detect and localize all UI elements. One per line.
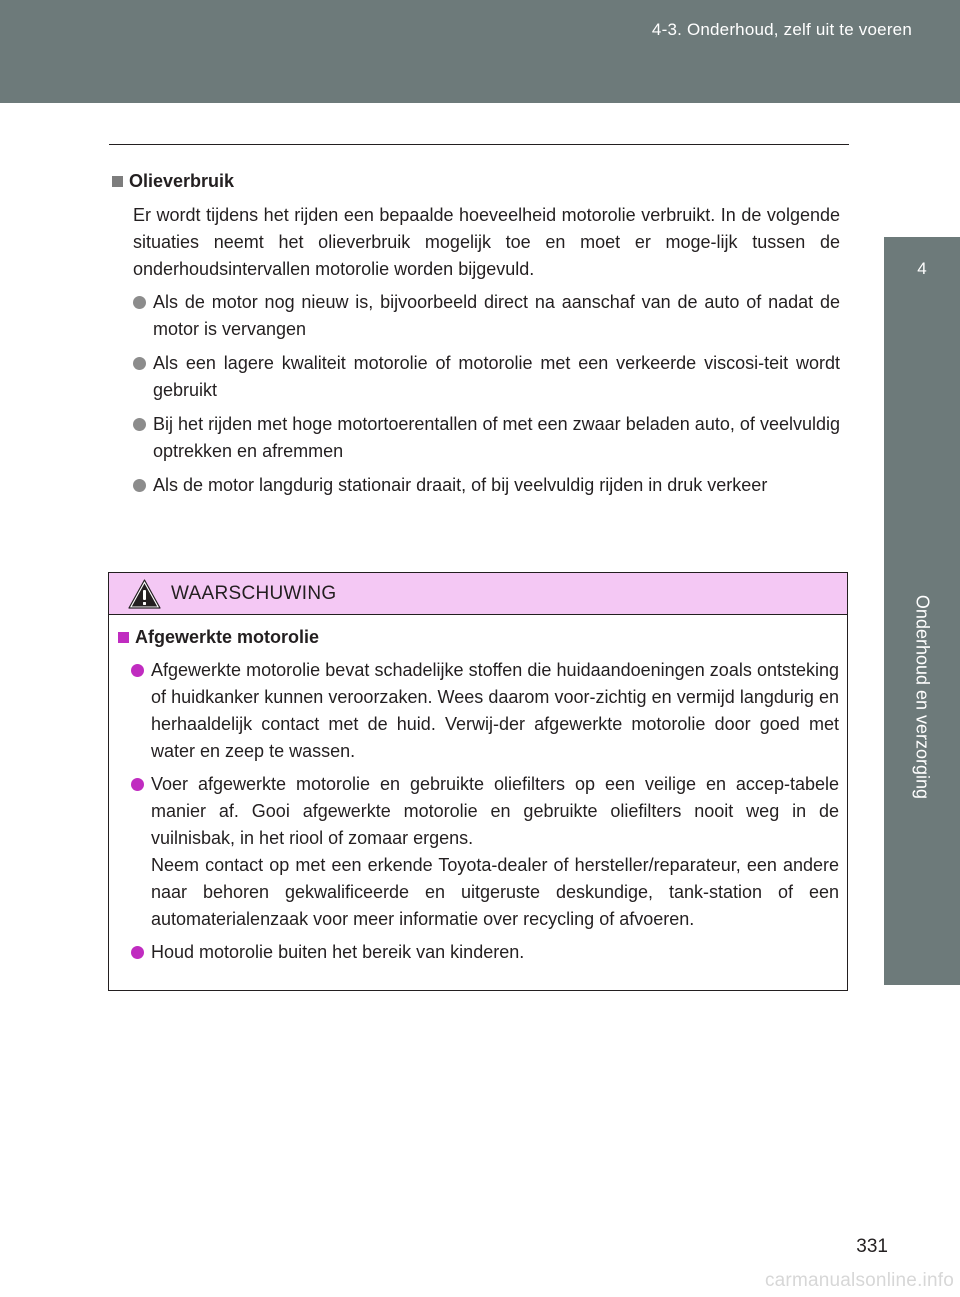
warning-list-item (131, 771, 839, 933)
section-heading (112, 168, 840, 195)
list-item-text: Als een lagere kwaliteit motorolie of motorolie met een verkeerde viscosi-teit wordt gebruikt (153, 353, 840, 400)
header-bar (0, 0, 960, 103)
round-bullet-icon (131, 778, 144, 791)
square-bullet-icon (112, 176, 123, 187)
warning-list-item (131, 657, 839, 765)
page-number: 331 (856, 1236, 888, 1257)
warning-body (109, 615, 847, 966)
warning-item-text: Afgewerkte motorolie bevat schadelijke stoffen die huidaandoeningen zoals ontsteking of huidkanker kunnen veroorzaken. Wees daarom voor-zichtig en vermijd langdurig en herhaaldelijk contact met de huid. Verwij-der afgewerkte motorolie door goed met water en zeep te wassen. (151, 660, 839, 761)
warning-heading-text: Afgewerkte motorolie (135, 627, 320, 647)
round-bullet-icon (133, 479, 146, 492)
list-item-text: Als de motor langdurig stationair draait, of bij veelvuldig rijden in druk verkeer (153, 475, 768, 495)
chapter-number: 4 (917, 259, 927, 278)
warning-list-item (131, 939, 839, 966)
list-item-text: Bij het rijden met hoge motortoerentallen of met een zwaar beladen auto, of veelvuldig optrekken en afremmen (153, 414, 840, 461)
warning-item-text-part1: Voer afgewerkte motorolie en gebruikte oliefilters op een veilige en accep-tabele manier af. Gooi afgewerkte motorolie en gebruikte oliefilters nooit weg in de vuilnisbak, in het riool of zomaar ergens. (151, 774, 839, 848)
round-bullet-icon (133, 418, 146, 431)
warning-heading (118, 624, 839, 651)
square-bullet-icon (118, 632, 129, 643)
warning-box (108, 572, 848, 991)
warning-item-text: Houd motorolie buiten het bereik van kinderen. (151, 942, 525, 962)
chapter-side-tab (884, 237, 960, 985)
warning-item-text-part2: Neem contact op met een erkende Toyota-dealer of hersteller/reparateur, een andere naar behoren gekwalificeerde en uitgeruste deskundige, tank-station of een automaterialenzaak voor meer informatie over recycling of afvoeren. (151, 855, 839, 929)
main-content (112, 168, 840, 506)
section-title: 4-3. Onderhoud, zelf uit te voeren (651, 20, 912, 39)
bullet-list (112, 289, 840, 499)
chapter-title: Onderhoud en verzorging (912, 594, 933, 800)
round-bullet-icon (133, 296, 146, 309)
warning-header (109, 573, 847, 615)
top-divider (109, 144, 849, 145)
watermark: carmanualsonline.info (764, 1270, 954, 1291)
round-bullet-icon (131, 664, 144, 677)
list-item (133, 289, 840, 343)
round-bullet-icon (133, 357, 146, 370)
warning-item-text (151, 771, 839, 933)
warning-triangle-icon (127, 578, 162, 610)
list-item (133, 350, 840, 404)
list-item-text: Als de motor nog nieuw is, bijvoorbeeld direct na aanschaf van de auto of nadat de motor is vervangen (153, 292, 840, 339)
list-item (133, 472, 840, 499)
section-heading-text: Olieverbruik (129, 171, 235, 191)
warning-title: WAARSCHUWING (171, 582, 337, 604)
list-item (133, 411, 840, 465)
intro-paragraph: Er wordt tijdens het rijden een bepaalde hoeveelheid motorolie verbruikt. In de volgende situaties neemt het olieverbruik mogelijk toe en moet er moge-lijk tussen de onderhoudsintervallen motorolie worden bijgevuld. (133, 205, 840, 279)
round-bullet-icon (131, 946, 144, 959)
